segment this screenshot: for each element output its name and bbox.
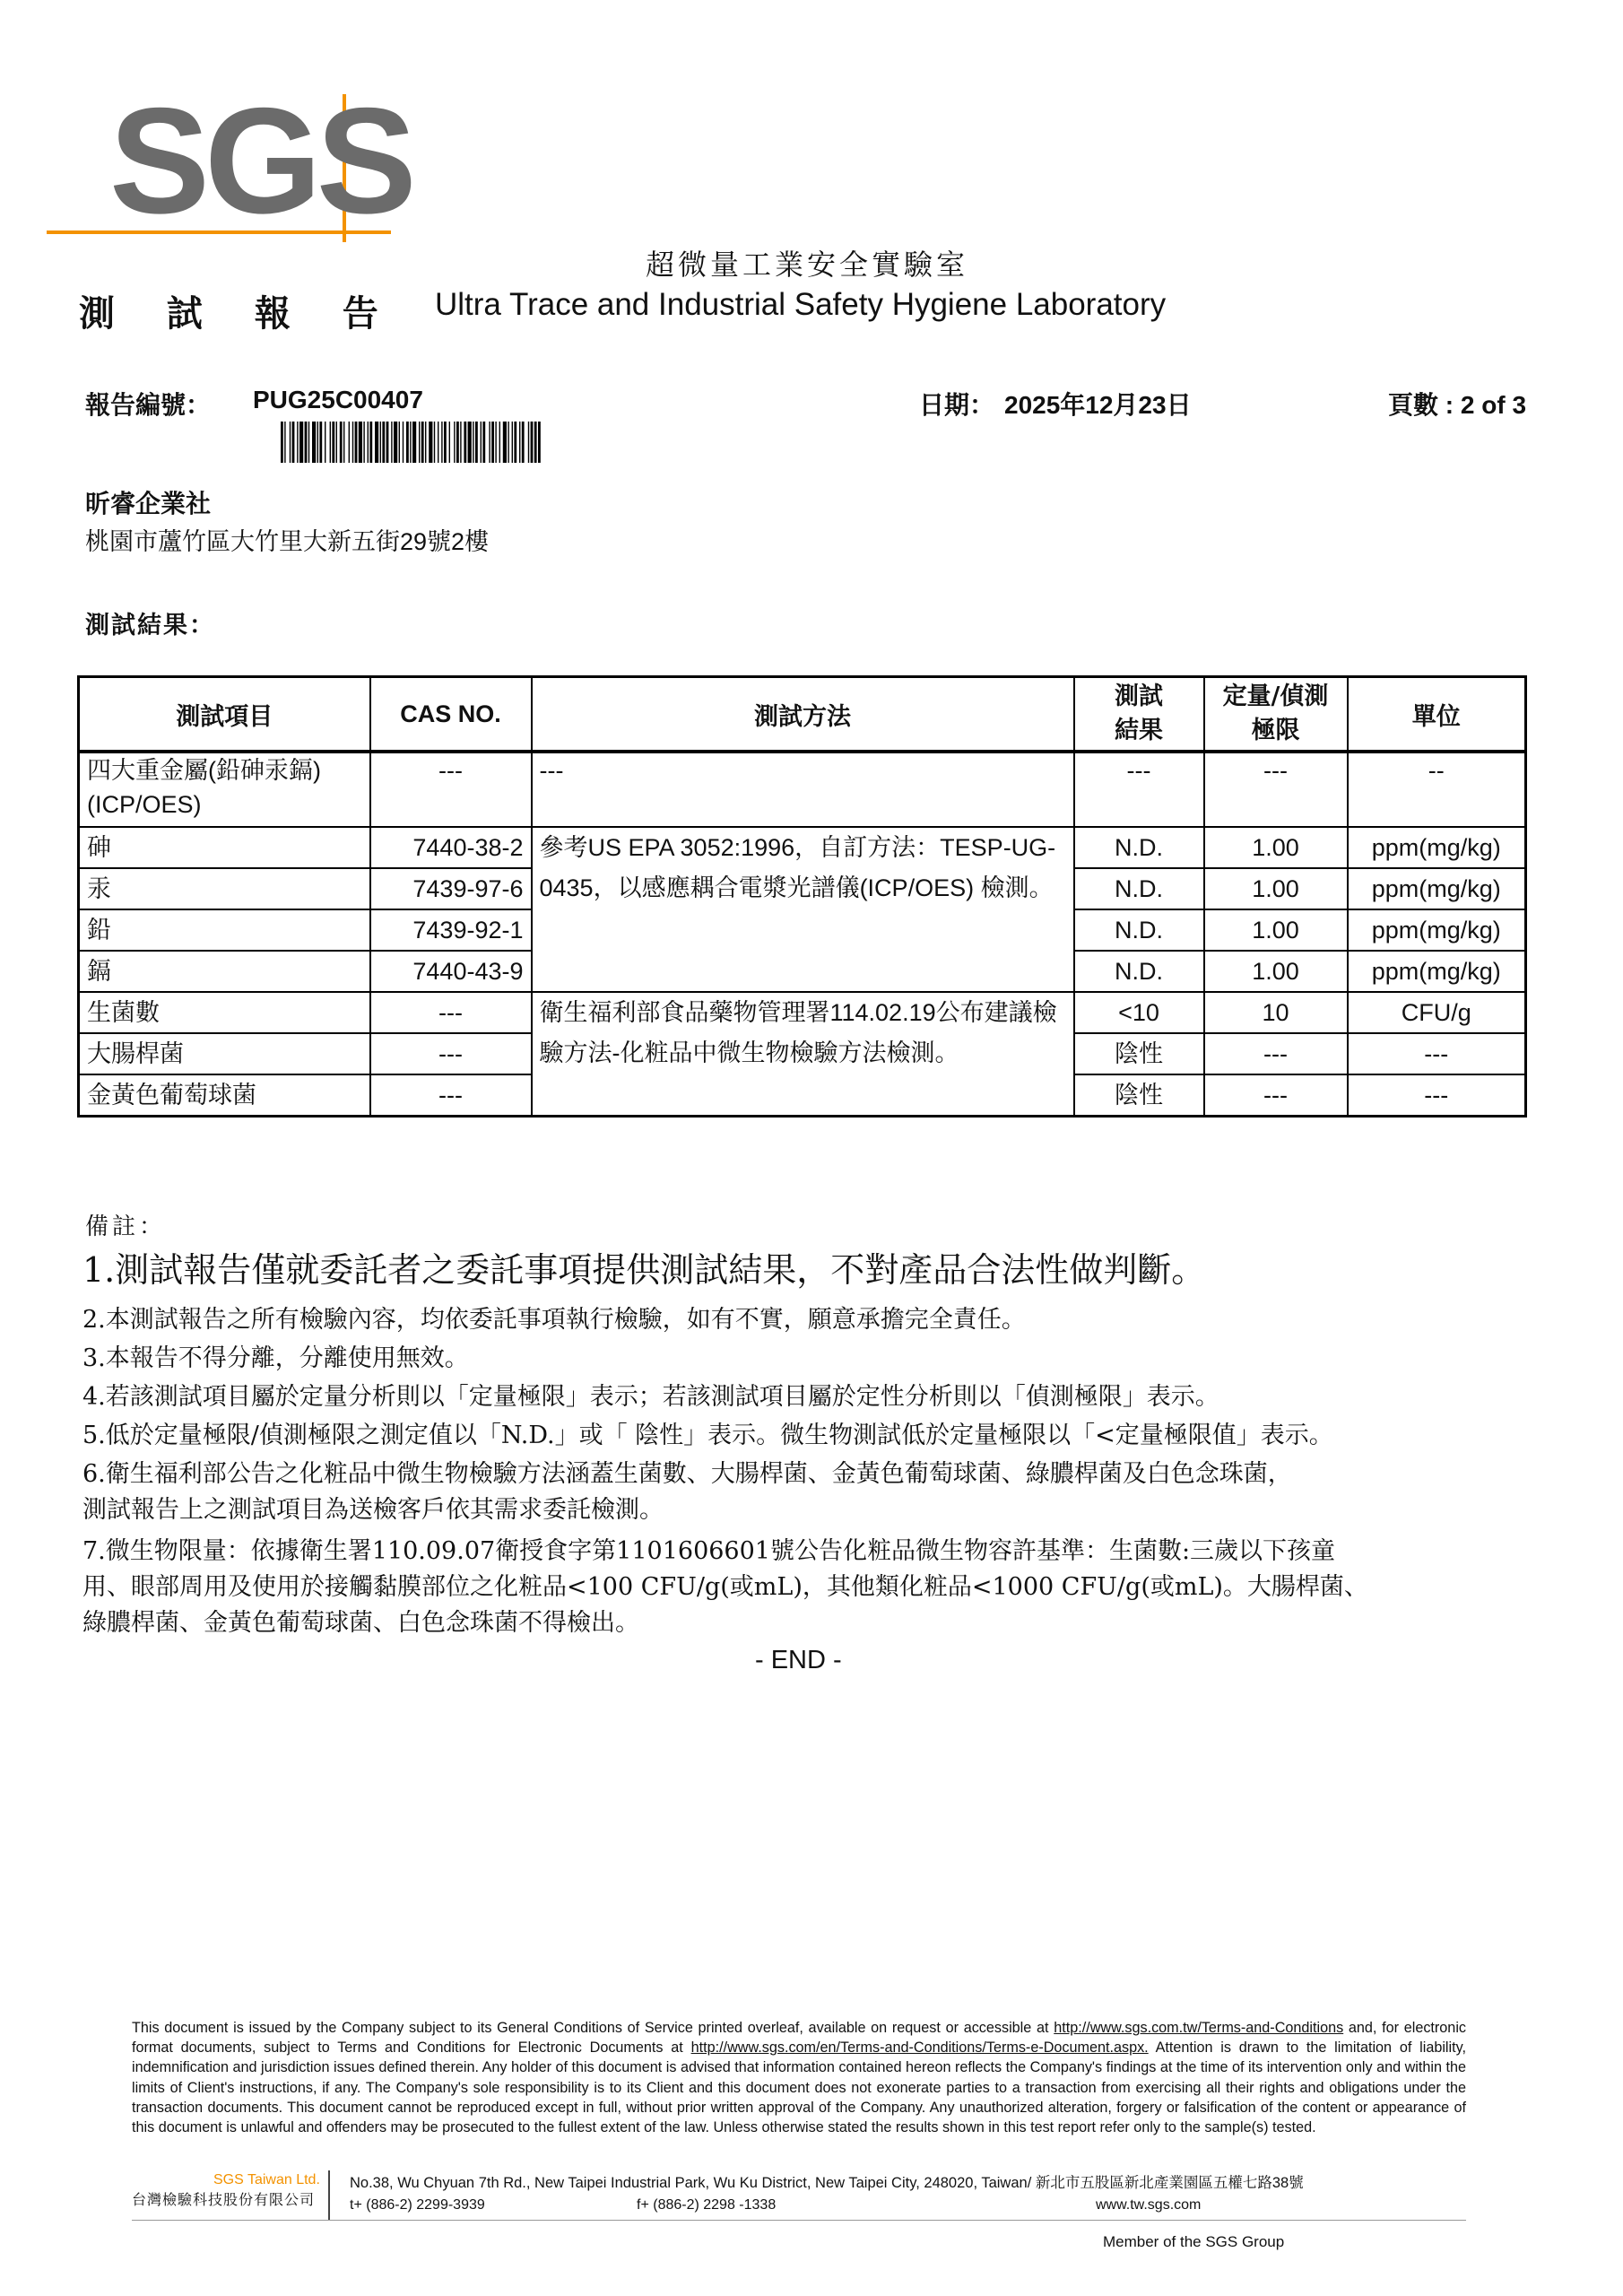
barcode-bar <box>512 422 513 463</box>
barcode-bar <box>522 422 525 463</box>
barcode-bar <box>319 422 322 463</box>
barcode-bar <box>386 422 389 463</box>
footer-member: Member of the SGS Group <box>1103 2233 1285 2250</box>
cell-item: 鎘 <box>79 951 370 992</box>
cell-result: <10 <box>1074 992 1204 1033</box>
barcode-bar <box>482 422 485 463</box>
barcode-bar <box>468 422 472 463</box>
table-row <box>79 827 1526 868</box>
footer-address: No.38, Wu Chyuan 7th Rd., New Taipei Industrial Park, Wu Ku District, New Taipei City, 248020, Taiwan/ 新北市五股區新北產業園區五權七路38號 <box>350 2175 1304 2191</box>
cell-item: 四大重金屬(鉛砷汞鎘)(ICP/OES) <box>79 752 370 827</box>
end-marker: - END - <box>755 1646 842 1674</box>
barcode-bar <box>481 422 482 463</box>
footer-company-en: SGS Taiwan Ltd. <box>213 2172 320 2187</box>
cell-unit: ppm(mg/kg) <box>1348 909 1526 951</box>
barcode-bar <box>305 422 308 463</box>
header-limit: 定量/偵測 極限 <box>1204 677 1348 752</box>
header-unit: 單位 <box>1348 677 1526 752</box>
cell-item: 鉛 <box>79 909 370 951</box>
barcode-bar <box>284 422 285 463</box>
barcode-bar <box>312 422 316 463</box>
barcode-bar <box>406 422 409 463</box>
barcode-bar <box>519 422 520 463</box>
barcode-bar <box>425 422 426 463</box>
report-barcode <box>281 422 695 463</box>
remark-item: 3.本報告不得分離，分離使用無效。 <box>82 1344 469 1372</box>
barcode-bar <box>503 422 507 463</box>
cell-cas: --- <box>370 1033 532 1074</box>
barcode-bar <box>299 422 303 463</box>
barcode-bar <box>308 422 309 463</box>
remark-item: 5.低於定量極限/偵測極限之測定值以「N.D.」或「 陰性」表示。微生物測試低於定量極限以「<定量極限值」表示。 <box>82 1422 1333 1449</box>
cell-limit: 1.00 <box>1204 951 1348 992</box>
terms-link[interactable]: http://www.sgs.com.tw/Terms-and-Conditions <box>1054 2020 1344 2036</box>
barcode-bar <box>531 422 534 463</box>
barcode-bar <box>464 422 466 463</box>
footer-website[interactable]: www.tw.sgs.com <box>1096 2197 1202 2213</box>
cell-cas: --- <box>370 992 532 1033</box>
cell-unit: --- <box>1348 1033 1526 1074</box>
report-no-label: 報告編號： <box>85 390 212 420</box>
disclaimer-text: Attention is drawn to the limitation of liability, indemnification and jurisdiction issues defined therein. Any holder of this document is advised that information contained hereon reflects the Company's findings at the time of its intervention only and within the limits of Client's instructions, if any. The Company's sole responsibility is to its Client and this document does not exonerate parties to a transaction from exercising all their rights and obligations under the transaction documents. This document cannot be reproduced except in full, without prior written approval of the Company. Any unauthorized alteration, forgery or falsification of the content or appearance of this document is unlawful and offenders may be prosecuted to the fullest extent of the law. Unless otherwise stated the results shown in this test report refer only to the sample(s) tested. <box>132 2039 1466 2136</box>
barcode-bar <box>456 422 459 463</box>
barcode-bar <box>444 422 447 463</box>
barcode-bar <box>449 422 450 463</box>
barcode-bar <box>317 422 318 463</box>
cell-result: N.D. <box>1074 951 1204 992</box>
cell-result: N.D. <box>1074 909 1204 951</box>
client-name: 昕睿企業社 <box>85 490 212 517</box>
barcode-bar <box>363 422 364 463</box>
barcode-bar <box>391 422 392 463</box>
cell-cas: 7439-97-6 <box>370 868 532 909</box>
header-method: 測試方法 <box>532 677 1074 752</box>
barcode-bar <box>349 422 350 463</box>
barcode-bar <box>538 422 541 463</box>
cell-cas: --- <box>370 1074 532 1117</box>
results-heading: 測試結果： <box>85 612 215 639</box>
page-number: 頁數 : 2 of 3 <box>1388 391 1527 419</box>
barcode-bar <box>382 422 385 463</box>
barcode-bar <box>491 422 494 463</box>
barcode-bar <box>399 422 400 463</box>
cell-item: 大腸桿菌 <box>79 1033 370 1074</box>
cell-method: 參考US EPA 3052:1996，自訂方法：TESP-UG-0435，以感應耦合電漿光譜儀(ICP/OES) 檢測。 <box>532 827 1074 992</box>
legal-disclaimer <box>132 2018 1466 2137</box>
results-table <box>77 675 1527 1118</box>
barcode-bar <box>332 422 334 463</box>
barcode-bar <box>454 422 455 463</box>
cell-result: 陰性 <box>1074 1074 1204 1117</box>
barcode-bar <box>340 422 343 463</box>
cell-item: 金黃色葡萄球菌 <box>79 1074 370 1117</box>
disclaimer-text: and, for electronic format documents, subject to Terms and Conditions for Electronic Documents at <box>132 2020 1467 2057</box>
barcode-bar <box>394 422 397 463</box>
barcode-bar <box>355 422 358 463</box>
barcode-bar <box>297 422 298 463</box>
report-no-value: PUG25C00407 <box>253 386 423 413</box>
barcode-bar <box>441 422 442 463</box>
cell-unit: ppm(mg/kg) <box>1348 868 1526 909</box>
barcode-bar <box>352 422 353 463</box>
cell-result: N.D. <box>1074 868 1204 909</box>
cell-method: --- <box>532 752 1074 827</box>
barcode-bar <box>434 422 435 463</box>
cell-item: 砷 <box>79 827 370 868</box>
barcode-bar <box>380 422 381 463</box>
cell-limit: 1.00 <box>1204 868 1348 909</box>
remark-item: 6.衛生福利部公告之化粧品中微生物檢驗方法涵蓋生菌數、大腸桿菌、金黃色葡萄球菌、綠膿桿菌及白色念珠菌， 測試報告上之測試項目為送檢客戶依其需求委託檢測。 <box>82 1460 1292 1524</box>
barcode-bar <box>489 422 490 463</box>
sgs-logo <box>47 76 412 251</box>
barcode-bar <box>369 422 372 463</box>
cell-result: N.D. <box>1074 827 1204 868</box>
barcode-bar <box>528 422 529 463</box>
cell-cas: 7439-92-1 <box>370 909 532 951</box>
barcode-bar <box>292 422 295 463</box>
e-document-terms-link[interactable]: http://www.sgs.com/en/Terms-and-Conditions/Terms-e-Document.aspx. <box>690 2039 1149 2057</box>
header-cas: CAS NO. <box>370 677 532 752</box>
barcode-bar <box>336 422 337 463</box>
cell-cas: --- <box>370 752 532 827</box>
cell-unit: --- <box>1348 1074 1526 1117</box>
lab-name-zh: 超微量工業安全實驗室 <box>646 248 969 282</box>
barcode-bar <box>412 422 416 463</box>
footer-phone: t+ (886-2) 2299-3939 <box>350 2197 485 2213</box>
cell-limit: --- <box>1204 1033 1348 1074</box>
cell-cas: 7440-38-2 <box>370 827 532 868</box>
cell-unit: -- <box>1348 752 1526 827</box>
barcode-bar <box>421 422 424 463</box>
barcode-bar <box>460 422 461 463</box>
remarks-heading: 備註： <box>85 1213 167 1240</box>
barcode-bar <box>429 422 432 463</box>
barcode-bar <box>290 422 291 463</box>
remark-item: 1.測試報告僅就委託者之委託事項提供測試結果，不對產品合法性做判斷。 <box>82 1250 1206 1290</box>
barcode-bar <box>343 422 344 463</box>
report-title: 測 試 報 告 <box>79 292 398 335</box>
disclaimer-text: This document is issued by the Company subject to its General Conditions of Service printed overleaf, available on request or accessible at <box>132 2020 1055 2036</box>
barcode-bar <box>495 422 496 463</box>
client-address: 桃園市蘆竹區大竹里大新五街29號2樓 <box>85 528 490 555</box>
cell-result: --- <box>1074 752 1204 827</box>
table-header-row <box>79 677 1526 752</box>
remark-item: 7.微生物限量：依據衛生署110.09.07衛授食字第1101606601號公告化粧品微生物容許基準：生菌數:三歲以下孩童 用、眼部周用及使用於接觸黏膜部位之化粧品<100 CFU/g(或mL)，其他類化粧品<1000 CFU/g(或mL)。大腸桿菌、 綠膿桿菌、金黃色葡萄球菌、白色念珠菌不得檢出。 <box>82 1537 1368 1637</box>
cell-limit: --- <box>1204 752 1348 827</box>
cell-result: 陰性 <box>1074 1033 1204 1074</box>
cell-limit: 1.00 <box>1204 909 1348 951</box>
barcode-bar <box>330 422 331 463</box>
footer-divider <box>328 2170 330 2221</box>
barcode-bar <box>410 422 411 463</box>
barcode-bar <box>375 422 378 463</box>
footer-company-zh: 台灣檢驗科技股份有限公司 <box>132 2191 316 2208</box>
cell-cas: 7440-43-9 <box>370 951 532 992</box>
remark-item: 4.若該測試項目屬於定量分析則以「定量極限」表示；若該測試項目屬於定性分析則以「偵測極限」表示。 <box>82 1383 1219 1411</box>
remark-item: 2.本測試報告之所有檢驗內容，均依委託事項執行檢驗，如有不實，願意承擔完全責任。 <box>82 1306 1026 1334</box>
date-value: 2025年12月23日 <box>1004 391 1192 419</box>
barcode-bar <box>281 422 283 463</box>
barcode-bar <box>368 422 369 463</box>
barcode-bar <box>359 422 362 463</box>
cell-limit: 10 <box>1204 992 1348 1033</box>
cell-item: 汞 <box>79 868 370 909</box>
footer-rule <box>132 2220 1466 2221</box>
lab-name-en: Ultra Trace and Industrial Safety Hygiene Laboratory <box>435 287 1167 322</box>
date-label: 日期： <box>919 391 995 419</box>
barcode-bar <box>534 422 537 463</box>
barcode-bar <box>499 422 500 463</box>
logo-text: SGS <box>109 76 412 245</box>
header-item: 測試項目 <box>79 677 370 752</box>
barcode-bar <box>419 422 420 463</box>
table-row <box>79 992 1526 1033</box>
cell-method: 衛生福利部食品藥物管理署114.02.19公布建議檢驗方法-化粧品中微生物檢驗方法檢測。 <box>532 992 1074 1117</box>
barcode-bar <box>514 422 516 463</box>
cell-unit: ppm(mg/kg) <box>1348 827 1526 868</box>
cell-item: 生菌數 <box>79 992 370 1033</box>
header-result: 測試 結果 <box>1074 677 1204 752</box>
cell-limit: 1.00 <box>1204 827 1348 868</box>
cell-limit: --- <box>1204 1074 1348 1117</box>
table-row <box>79 752 1526 827</box>
cell-unit: ppm(mg/kg) <box>1348 951 1526 992</box>
barcode-bar <box>475 422 478 463</box>
barcode-bar <box>403 422 404 463</box>
cell-unit: CFU/g <box>1348 992 1526 1033</box>
footer-fax: f+ (886-2) 2298 -1338 <box>637 2197 777 2213</box>
